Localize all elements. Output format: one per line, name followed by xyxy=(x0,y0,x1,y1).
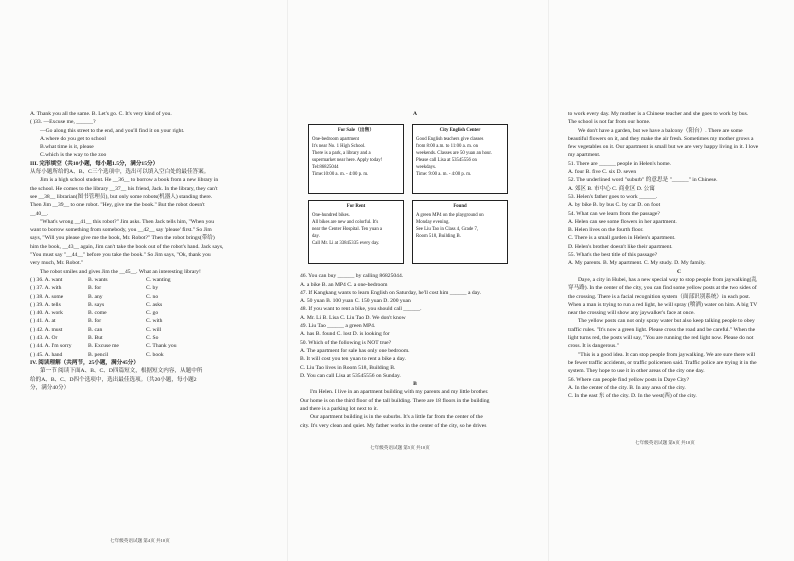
section-instruction: 第一节 阅读下面A、B、C、D四篇短文，根据短文内容，从题中所 xyxy=(40,368,203,375)
option-row xyxy=(30,351,177,359)
text-line: —Go along this street to the end, and you'll find it on your right. xyxy=(40,127,185,134)
question-line: A. by bike B. by bus C. by car D. on foot xyxy=(568,202,661,209)
question-line: 46. You can buy ______ by calling 86825044. xyxy=(300,273,404,280)
for-sale-ad xyxy=(308,124,404,194)
option-c: C. go xyxy=(146,310,159,317)
text-line: B.what time is it, please xyxy=(40,144,94,151)
question-line: A. has B. found C. lost D. is looking for xyxy=(300,331,390,338)
question-line: D. Helen's brother doesn't like their apartment. xyxy=(568,243,673,250)
question-line: A. The apartment for sale has only one bedroom. xyxy=(300,347,410,354)
ad-title: Found xyxy=(453,204,467,210)
ad-line: Room 518, Building B. xyxy=(416,234,461,240)
ad-line: All bikes are new and colorful. It's xyxy=(312,220,379,226)
passage-line: light turns red, the posts will say, "You are running the red light now. Please do not xyxy=(568,335,754,342)
question-line: A. a bike B. an MP4 C. a one-bedroom xyxy=(300,281,388,288)
passage-line: says, "Will you please give me the book, Mr. Robot?" Then the robot brings(带给) xyxy=(30,235,215,242)
ad-title: For Sale（出售） xyxy=(337,128,375,134)
option-a: ( ) 39. A. tells xyxy=(30,301,61,308)
option-row xyxy=(30,276,177,284)
option-b: B. But xyxy=(88,335,103,342)
option-a: ( ) 45. A. hand xyxy=(30,351,63,358)
option-c: C. will xyxy=(146,326,162,333)
question-line: 55. What's the best title of this passage? xyxy=(568,252,658,259)
option-b: B. Excuse me xyxy=(88,343,119,350)
passage-line: "You must say "__44__" before you take the book." So Jim says, "Ok, thank you xyxy=(30,252,211,259)
text-line: ( )33. —Excuse me, ______? xyxy=(30,119,96,126)
option-b: B. says xyxy=(88,301,105,308)
option-a: ( ) 37. A. with xyxy=(30,285,62,292)
passage-line: near the crossing will show any jaywalker's face at once. xyxy=(568,310,695,317)
english-center-ad xyxy=(412,124,508,194)
option-b: B. for xyxy=(88,285,102,292)
question-line: A. My parents. B. My apartment. C. My study. D. My family. xyxy=(568,260,706,267)
page-footer: 七年级英语试题 第6页 共10页 xyxy=(635,440,695,445)
option-row xyxy=(30,293,177,301)
ad-line: Monday evening. xyxy=(416,220,450,226)
question-line: A. 郊区 B. 市中心 C. 商业区 D. 公寓 xyxy=(568,185,655,192)
passage-line: 穿马路). In the center of the city, you can find some yellow posts at the two sides of xyxy=(568,285,757,292)
ad-line: supermarket near here. Apply today! xyxy=(312,158,383,164)
question-line: A. 50 yuan B. 100 yuan C. 150 yuan D. 200 yuan xyxy=(300,298,411,305)
page-divider xyxy=(548,0,549,561)
question-line: 50. Which of the following is NOT true? xyxy=(300,339,392,346)
option-row xyxy=(30,334,177,342)
ad-line: There is a park, a library and a xyxy=(312,151,371,157)
passage-line: cross. It is dangerous." xyxy=(568,343,619,350)
passage-line: "What's wrong __41__ this robot?" Jim asks. Then Jack tells him, "When you xyxy=(40,218,214,225)
ad-line: Call Mr. Li at 33845335 every day. xyxy=(312,241,380,247)
option-a: ( ) 36. A. want xyxy=(30,276,63,283)
ad-line: Good English teachers give classes xyxy=(416,137,484,143)
question-line: A. In the center of the city. B. In any area of the city. xyxy=(568,384,686,391)
option-a: ( ) 42. A. must xyxy=(30,326,63,333)
option-c: C. asks xyxy=(146,301,163,308)
ad-line: It's near No. 1 High School. xyxy=(312,144,366,150)
option-c: C. Thank you xyxy=(146,343,177,350)
ad-line: A green MP4 on the playground on xyxy=(416,213,484,219)
question-line: B. It will cost you ten yuan to rent a bike a day. xyxy=(300,356,406,363)
question-line: 49. Liu Tao ______ a green MP4. xyxy=(300,323,376,330)
option-c: C. with xyxy=(146,318,163,325)
ad-line: weekends. Classes are 50 yuan an hour. xyxy=(416,151,492,157)
ad-line: One-bedroom apartment xyxy=(312,137,360,143)
question-line: B. Helen lives on the fourth floor. xyxy=(568,227,644,234)
question-line: A. four B. five C. six D. seven xyxy=(568,169,637,176)
passage-line: Our home is on the third floor of the tall building. There are 18 floors in the building xyxy=(300,397,490,404)
passage-line: The yellow posts can not only spray water but also keep talking people to obey xyxy=(578,318,755,325)
option-c: C. wanting xyxy=(146,276,171,283)
passage-line: see __38__ librarian(图书管理员), but only some robots(机器人) standing there. xyxy=(30,193,213,200)
option-b: B. come xyxy=(88,310,107,317)
for-rent-ad xyxy=(308,200,404,264)
page-footer: 七年级英语试题 第5页 共10页 xyxy=(370,445,430,450)
ad-line: from 8:00 a.m. to 11:00 a. m. on xyxy=(416,144,479,150)
option-a: ( ) 41. A. at xyxy=(30,318,56,325)
option-b: B. any xyxy=(88,293,103,300)
option-c: C. by xyxy=(146,285,159,292)
passage-line: system. They hope to use it in other areas of the city one day. xyxy=(568,368,705,375)
passage-line: When a man is trying to run a red light, he will spray (喷洒) water on him. A big TV xyxy=(568,301,758,308)
passage-line: very much, Mr. Robot." xyxy=(30,260,84,267)
question-line: D. You can call Lisa at 53545556 on Sunday. xyxy=(300,372,401,379)
question-line: A. Helen can see some flowers in her apartment. xyxy=(568,218,677,225)
option-row xyxy=(30,326,177,334)
options-table xyxy=(30,276,177,359)
question-line: 54. What can we learn from the passage? xyxy=(568,210,660,217)
page-4 xyxy=(30,110,270,392)
text-line: C.which is the way to the zoo xyxy=(40,152,107,159)
passage-line: Then Jim __39__ to one robot. "Hey, give me the book." But the robot doesn't xyxy=(30,202,205,209)
passage-line: be fewer traffic accidents, or traffic policemen said. Traffic police are trying it in the xyxy=(568,359,757,366)
passage-line: The school is not far from our home. xyxy=(568,119,651,126)
option-c: C. book xyxy=(146,351,164,358)
question-line: 56. Where can people find yellow posts in Daye City? xyxy=(568,376,690,383)
passage-line: my apartment. xyxy=(568,152,601,159)
option-b: B. can xyxy=(88,326,103,333)
option-c: C. no xyxy=(146,293,159,300)
found-notice xyxy=(412,200,508,264)
passage-label: C xyxy=(676,268,682,275)
passage-line: beautiful flowers on it, and they make the air fresh. Sometimes my mother grows a xyxy=(568,135,754,142)
passage-line: few vegetables on it. Our apartment is small but we are very happy living in it. I love xyxy=(568,144,759,151)
ad-line: weekdays. xyxy=(416,165,437,171)
ad-line: Tel:86825044 xyxy=(312,165,339,171)
ad-line: Please call Lisa at 53545556 on xyxy=(416,158,477,164)
text-line: A. Thank you all the same. B. Let's go. C. It's very kind of you. xyxy=(30,111,172,117)
passage-line: Our apartment building is in the suburbs. It's a little far from the center of the xyxy=(310,414,483,421)
question-line: C. Liu Tao lives in Room 518, Building B. xyxy=(300,364,396,371)
passage-line: We don't have a garden, but we have a balcony（阳台）. There are some xyxy=(578,127,743,134)
passage-line: to work every day. My mother is a Chinese teacher and she goes to work by bus. xyxy=(568,111,749,117)
page-5 xyxy=(300,110,530,430)
question-line: 52. The underlined word "suburb" 的意思是 "______" in Chinese. xyxy=(568,177,718,184)
question-line: 47. If Kangkang wants to learn English on Saturday, he'll cost him ______ a day. xyxy=(300,289,481,296)
question-line: 48. If you want to rent a bike, you should call ______. xyxy=(300,306,422,313)
ad-line: Time: 9:00 a. m. - 4:00 p. m. xyxy=(416,172,472,178)
ad-line: day. xyxy=(312,234,320,240)
passage-line: want to borrow something from somebody, you __42__ say 'please' first." So Jim xyxy=(30,227,212,234)
passage-line: Daye, a city in Hubei, has a new special way to stop people from jaywalking(乱 xyxy=(578,276,757,283)
passage-line: the crossing. There is a facial recognition system（面部识别系统）in each post. xyxy=(568,293,751,300)
option-b: B. wants xyxy=(88,276,108,283)
option-row xyxy=(30,309,177,317)
ad-line: See Liu Tao in Class 4, Grade 7, xyxy=(416,227,479,233)
page-6 xyxy=(568,110,790,400)
ad-line: Time:10:00 a. m. - 4:00 p. m. xyxy=(312,172,369,178)
section-instruction: 分，满分40分） xyxy=(30,384,70,391)
question-line: C. There is a small garden in Helen's apartment. xyxy=(568,235,676,242)
passage-line: city. It's very clean and quiet. My father works in the center of the city, so he drives xyxy=(300,422,487,429)
passage-line: traffic rules. "It's now a green light. Please cross the road and be careful." When the xyxy=(568,326,756,333)
section-instruction: 给的A、B、C、D四个选项中，选出最佳选项。（共20小题，每小题2 xyxy=(30,376,197,383)
ad-title: City English Center xyxy=(439,128,481,134)
text-line: A.where do you get to school xyxy=(40,135,106,142)
ad-line: near the Center Hospital. Ten yuan a xyxy=(312,227,383,233)
option-row xyxy=(30,342,177,350)
ad-boxes xyxy=(308,120,508,268)
passage-line: __40__. xyxy=(30,210,49,217)
passage-line: I'm Helen. I live in an apartment building with my parents and my little brother. xyxy=(310,389,489,396)
passage-label: A xyxy=(412,111,418,117)
question-line: 51. There are ______ people in Helen's home. xyxy=(568,160,671,167)
passage-line: Jim is a high school student. He __36__ to borrow a book from a new library in xyxy=(40,177,219,184)
passage-line: the school. He comes to the library __37__ his friend, Jack. In the library, they can't xyxy=(30,185,218,192)
question-line: 53. Helen's father goes to work ______. xyxy=(568,193,658,200)
option-a: ( ) 43. A. Or xyxy=(30,335,58,342)
passage-line: The robot smiles and gives Jim the __45__. What an interesting library! xyxy=(40,268,201,275)
ad-line: One-hundred bikes. xyxy=(312,213,350,219)
option-row xyxy=(30,301,177,309)
question-line: C. In the east 东 of the city. D. In the west(西) of the city. xyxy=(568,393,697,400)
option-a: ( ) 38. A. some xyxy=(30,293,64,300)
passage-line: him the book, __43__ again, Jim can't take the book out of the robot's hand. Jack says, xyxy=(30,243,224,250)
option-row xyxy=(30,317,177,325)
option-row xyxy=(30,284,177,292)
option-a: ( ) 44. A. I'm sorry xyxy=(30,343,72,350)
option-b: B. pencil xyxy=(88,351,109,358)
passage-line: "This is a good idea. It can stop people from jaywalking. We are sure there will xyxy=(578,351,756,358)
question-line: A. Mr. Li B. Lisa C. Liu Tao D. We don't know xyxy=(300,314,406,321)
option-a: ( ) 40. A. work xyxy=(30,310,63,317)
section-title: III. 完形填空（共10小题，每小题1.5分，满分15分） xyxy=(30,160,159,167)
section-instruction: 从每小题所给的A、B、C三个选项中，选出可以填入空白处的最佳答案。 xyxy=(30,169,210,176)
option-c: C. So xyxy=(146,335,159,342)
ad-title: For Rent xyxy=(346,204,366,210)
page-divider xyxy=(287,0,288,561)
page-footer: 七年级英语试题 第4页 共10页 xyxy=(110,538,170,543)
passage-line: and there is a parking lot next to it. xyxy=(300,406,379,413)
option-b: B. for xyxy=(88,318,102,325)
passage-label: B xyxy=(413,381,417,388)
section-title: IV. 阅读理解（共两节，25小题，满分45分） xyxy=(30,359,139,366)
